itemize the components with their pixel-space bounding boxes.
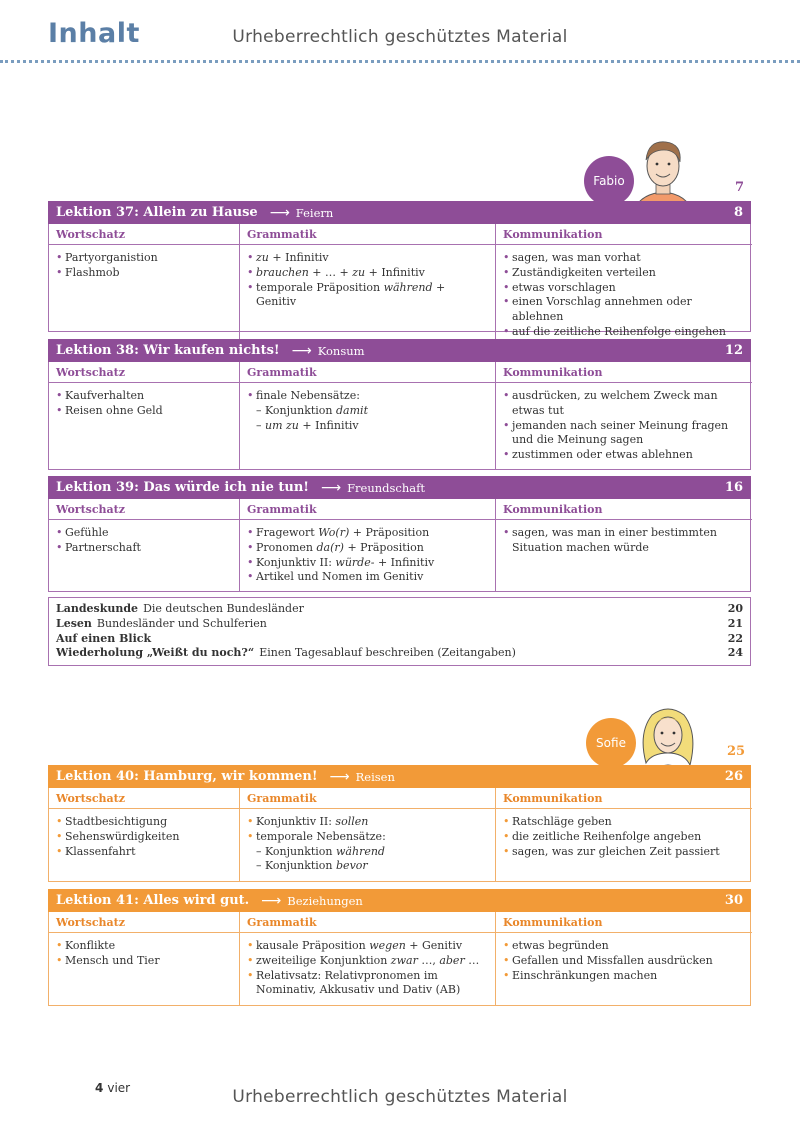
list-item: • Mensch und Tier [56,954,232,969]
extras-row: Lesen Bundesländer und Schulferien 21 [56,616,743,630]
page-number: 4 vier [95,1081,131,1095]
list-item: • einen Vorschlag annehmen oder ablehnen [503,295,745,325]
list-item: • Partyorganistion [56,251,232,266]
arrow-right-icon: ⟶ [291,342,312,359]
character-name: Sofie [596,736,626,750]
list-item: • zustimmen oder etwas ablehnen [503,448,745,463]
lesson-header [48,201,751,224]
list-item: • Partnerschaft [56,541,232,556]
list-item: • Gefallen und Missfallen ausdrücken [503,954,745,969]
list-item: • Ratschläge geben [503,815,745,830]
list-item: • Stadtbesichtigung [56,815,232,830]
list-subitem: – Konjunktion während [256,844,385,858]
list-item: • temporale Präposition während + Genitiv [247,281,488,311]
list-item: • auf die zeitliche Reihenfolge eingehen [503,325,745,340]
character-start-page: 7 [735,180,745,195]
list-item: • Klassenfahrt [56,845,232,860]
column-header-kommunikation: Kommunikation [496,224,752,245]
lesson-header [48,476,751,499]
list-item: • ausdrücken, zu welchem Zweck man etwas tut [503,389,745,419]
watermark-top: Urheberrechtlich geschütztes Material [232,27,568,47]
list-item: • sagen, was man vorhat [503,251,745,266]
list-item: • brauchen + … + zu + Infinitiv [247,266,488,281]
list-item: • Einschränkungen machen [503,969,745,984]
column-header-wortschatz: Wortschatz [49,912,239,933]
column-header-wortschatz: Wortschatz [49,499,239,520]
arrow-right-icon: ⟶ [261,892,282,909]
list-item: • Pronomen da(r) + Präposition [247,541,488,556]
list-item: • sagen, was zur gleichen Zeit passiert [503,845,745,860]
list-item: • etwas begründen [503,939,745,954]
list-item: • Konflikte [56,939,232,954]
list-item: • Artikel und Nomen im Genitiv [247,570,488,585]
lesson-title: Lektion 41: Alles wird gut. [56,893,250,908]
lesson-header [48,339,751,362]
extras-row: Landeskunde Die deutschen Bundesländer 20 [56,602,743,615]
list-item: • Konjunktiv II: sollen [247,815,488,830]
list-item: • Relativsatz: Relativpronomen im Nominativ, Akkusativ und Dativ (AB) [247,969,488,999]
list-item: • kausale Präposition wegen + Genitiv [247,939,488,954]
column-header-grammatik: Grammatik [240,912,495,933]
lesson-topic: Beziehungen [287,893,363,908]
lesson-title: Lektion 40: Hamburg, wir kommen! [56,769,318,784]
list-item: • Zuständigkeiten verteilen [503,266,745,281]
column-header-kommunikation: Kommunikation [496,912,752,933]
lesson-39 [48,476,751,592]
list-item: • temporale Nebensätze: [247,830,488,845]
column-header-grammatik: Grammatik [240,224,495,245]
list-item: • jemanden nach seiner Meinung fragen und die Meinung sagen [503,419,745,449]
lesson-38 [48,339,751,470]
column-header-kommunikation: Kommunikation [496,362,752,383]
extras-row: Wiederholung „Weißt du noch?“ Einen Tagesablauf beschreiben (Zeitangaben) 24 [56,646,743,660]
lesson-header [48,889,751,912]
column-header-wortschatz: Wortschatz [49,224,239,245]
list-item: • Reisen ohne Geld [56,404,232,419]
lesson-page: 26 [724,769,743,784]
lesson-title: Lektion 38: Wir kaufen nichts! [56,343,280,358]
list-item: • finale Nebensätze: [247,389,488,404]
extras-row: Auf einen Blick 22 [56,631,743,645]
list-item: • Gefühle [56,526,232,541]
lesson-40 [48,765,751,882]
list-subitem: – um zu + Infinitiv [256,418,359,432]
lesson-page: 8 [733,205,743,220]
dotted-divider [0,60,800,63]
column-header-wortschatz: Wortschatz [49,362,239,383]
character-name: Fabio [593,174,625,188]
column-header-grammatik: Grammatik [240,499,495,520]
lesson-37 [48,201,751,338]
list-item: • Flashmob [56,266,232,281]
list-item: • Sehenswürdigkeiten [56,830,232,845]
lesson-page: 30 [724,893,743,908]
column-header-kommunikation: Kommunikation [496,788,752,809]
list-item: • sagen, was man in einer bestimmten Situation machen würde [503,526,745,556]
lesson-title: Lektion 39: Das würde ich nie tun! [56,480,309,495]
arrow-right-icon: ⟶ [320,479,342,496]
column-header-kommunikation: Kommunikation [496,499,752,520]
list-item: • Kaufverhalten [56,389,232,404]
column-header-grammatik: Grammatik [240,788,495,809]
lesson-page: 16 [724,480,743,495]
column-header-grammatik: Grammatik [240,362,495,383]
list-item: • zu + Infinitiv [247,251,488,266]
character-start-page: 25 [727,744,746,759]
list-item: • etwas vorschlagen [503,281,745,296]
lesson-title: Lektion 37: Allein zu Hause [56,205,258,220]
page-title: Inhalt [48,18,140,49]
watermark-bottom: Urheberrechtlich geschütztes Material [232,1087,568,1107]
lesson-header [48,765,751,788]
lesson-topic: Konsum [317,343,365,358]
list-item: • zweiteilige Konjunktion zwar …, aber … [247,954,488,969]
list-item: • Konjunktiv II: würde- + Infinitiv [247,556,488,571]
lesson-topic: Reisen [355,769,395,784]
lesson-41 [48,889,751,1006]
list-item: • Fragewort Wo(r) + Präposition [247,526,488,541]
list-item: • die zeitliche Reihenfolge angeben [503,830,745,845]
list-subitem: – Konjunktion damit [256,403,368,417]
extras-box [48,597,751,666]
arrow-right-icon: ⟶ [329,768,350,785]
lesson-page: 12 [724,343,743,358]
arrow-right-icon: ⟶ [269,204,290,221]
column-header-wortschatz: Wortschatz [49,788,239,809]
lesson-topic: Feiern [295,205,334,220]
lesson-topic: Freundschaft [347,480,426,495]
list-subitem: – Konjunktion bevor [256,859,368,873]
